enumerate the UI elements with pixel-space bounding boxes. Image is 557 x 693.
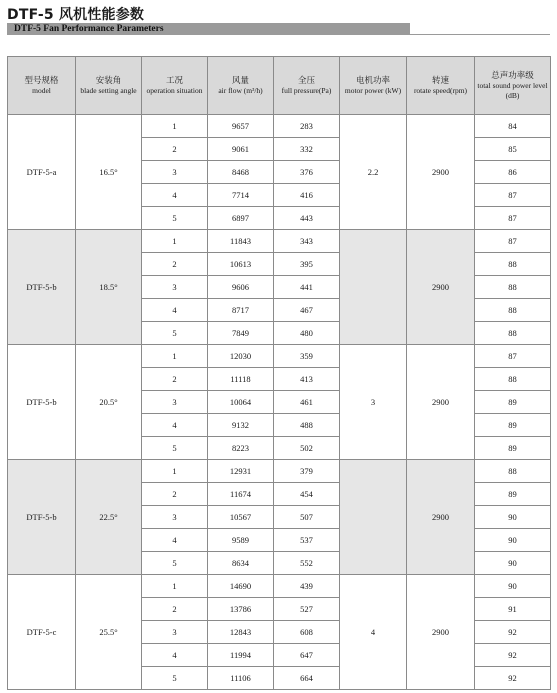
air-flow-cell: 13786	[208, 598, 274, 621]
air-flow-cell: 9606	[208, 276, 274, 299]
air-flow-cell: 8223	[208, 437, 274, 460]
page-title-cn: DTF-5 风机性能参数	[7, 7, 145, 23]
air-flow-cell: 8717	[208, 299, 274, 322]
operation-cell: 5	[142, 437, 208, 460]
sound-power-cell: 86	[475, 161, 551, 184]
air-flow-cell: 11674	[208, 483, 274, 506]
operation-cell: 1	[142, 345, 208, 368]
operation-cell: 2	[142, 598, 208, 621]
header-operation: 工况 operation situation	[142, 57, 208, 115]
air-flow-cell: 10567	[208, 506, 274, 529]
sound-power-cell: 89	[475, 483, 551, 506]
sound-power-cell: 92	[475, 644, 551, 667]
full-pressure-cell: 343	[274, 230, 340, 253]
sound-power-cell: 88	[475, 460, 551, 483]
operation-cell: 1	[142, 575, 208, 598]
full-pressure-cell: 647	[274, 644, 340, 667]
sound-power-cell: 87	[475, 345, 551, 368]
header-blade-angle: 安装角 blade setting angle	[76, 57, 142, 115]
air-flow-cell: 9061	[208, 138, 274, 161]
operation-cell: 1	[142, 115, 208, 138]
air-flow-cell: 11118	[208, 368, 274, 391]
model-cell: DTF-5-b	[8, 460, 76, 575]
table-body	[8, 115, 551, 690]
rotate-speed-cell: 2900	[407, 345, 475, 460]
operation-cell: 2	[142, 138, 208, 161]
blade-angle-cell: 16.5°	[76, 115, 142, 230]
sound-power-cell: 91	[475, 598, 551, 621]
full-pressure-cell: 502	[274, 437, 340, 460]
table-row	[8, 230, 551, 253]
header-row	[8, 57, 551, 115]
air-flow-cell: 12931	[208, 460, 274, 483]
full-pressure-cell: 332	[274, 138, 340, 161]
sound-power-cell: 88	[475, 322, 551, 345]
operation-cell: 3	[142, 391, 208, 414]
model-cell: DTF-5-c	[8, 575, 76, 690]
page-title-en: DTF-5 Fan Performance Parameters	[14, 24, 164, 34]
operation-cell: 3	[142, 621, 208, 644]
air-flow-cell: 10064	[208, 391, 274, 414]
operation-cell: 1	[142, 460, 208, 483]
sound-power-cell: 87	[475, 230, 551, 253]
table-row	[8, 345, 551, 368]
sound-power-cell: 90	[475, 529, 551, 552]
blade-angle-cell: 22.5°	[76, 460, 142, 575]
motor-power-cell: 3	[340, 345, 407, 460]
table-row	[8, 575, 551, 598]
model-cell: DTF-5-b	[8, 345, 76, 460]
full-pressure-cell: 664	[274, 667, 340, 690]
title-rule	[410, 34, 550, 35]
full-pressure-cell: 507	[274, 506, 340, 529]
operation-cell: 4	[142, 529, 208, 552]
rotate-speed-cell: 2900	[407, 230, 475, 345]
sound-power-cell: 90	[475, 575, 551, 598]
operation-cell: 3	[142, 506, 208, 529]
operation-cell: 4	[142, 414, 208, 437]
motor-power-cell	[340, 230, 407, 345]
header-model: 型号规格 model	[8, 57, 76, 115]
full-pressure-cell: 441	[274, 276, 340, 299]
blade-angle-cell: 20.5°	[76, 345, 142, 460]
motor-power-cell: 2.2	[340, 115, 407, 230]
sound-power-cell: 92	[475, 621, 551, 644]
air-flow-cell: 14690	[208, 575, 274, 598]
sound-power-cell: 92	[475, 667, 551, 690]
operation-cell: 5	[142, 207, 208, 230]
blade-angle-cell: 25.5°	[76, 575, 142, 690]
sound-power-cell: 85	[475, 138, 551, 161]
full-pressure-cell: 454	[274, 483, 340, 506]
sound-power-cell: 88	[475, 368, 551, 391]
full-pressure-cell: 359	[274, 345, 340, 368]
sound-power-cell: 89	[475, 414, 551, 437]
model-cell: DTF-5-a	[8, 115, 76, 230]
air-flow-cell: 12843	[208, 621, 274, 644]
sound-power-cell: 89	[475, 391, 551, 414]
sound-power-cell: 88	[475, 276, 551, 299]
air-flow-cell: 11843	[208, 230, 274, 253]
operation-cell: 4	[142, 644, 208, 667]
operation-cell: 3	[142, 276, 208, 299]
sound-power-cell: 88	[475, 253, 551, 276]
rotate-speed-cell: 2900	[407, 460, 475, 575]
motor-power-cell: 4	[340, 575, 407, 690]
full-pressure-cell: 416	[274, 184, 340, 207]
blade-angle-cell: 18.5°	[76, 230, 142, 345]
air-flow-cell: 6897	[208, 207, 274, 230]
table-row	[8, 460, 551, 483]
operation-cell: 3	[142, 161, 208, 184]
header-motor-power: 电机功率 motor power (kW)	[340, 57, 407, 115]
motor-power-cell	[340, 460, 407, 575]
operation-cell: 2	[142, 483, 208, 506]
full-pressure-cell: 413	[274, 368, 340, 391]
full-pressure-cell: 552	[274, 552, 340, 575]
air-flow-cell: 9589	[208, 529, 274, 552]
model-cell: DTF-5-b	[8, 230, 76, 345]
full-pressure-cell: 488	[274, 414, 340, 437]
air-flow-cell: 7849	[208, 322, 274, 345]
air-flow-cell: 9657	[208, 115, 274, 138]
full-pressure-cell: 439	[274, 575, 340, 598]
header-air-flow: 风量 air flow (m³/h)	[208, 57, 274, 115]
full-pressure-cell: 379	[274, 460, 340, 483]
full-pressure-cell: 283	[274, 115, 340, 138]
table-row	[8, 115, 551, 138]
full-pressure-cell: 395	[274, 253, 340, 276]
header-sound-power: 总声功率级 total sound power level (dB)	[475, 57, 551, 115]
sound-power-cell: 87	[475, 207, 551, 230]
sound-power-cell: 90	[475, 506, 551, 529]
operation-cell: 5	[142, 667, 208, 690]
sound-power-cell: 84	[475, 115, 551, 138]
sound-power-cell: 90	[475, 552, 551, 575]
full-pressure-cell: 376	[274, 161, 340, 184]
operation-cell: 5	[142, 552, 208, 575]
air-flow-cell: 8468	[208, 161, 274, 184]
full-pressure-cell: 480	[274, 322, 340, 345]
operation-cell: 4	[142, 299, 208, 322]
sound-power-cell: 87	[475, 184, 551, 207]
rotate-speed-cell: 2900	[407, 115, 475, 230]
operation-cell: 2	[142, 253, 208, 276]
operation-cell: 2	[142, 368, 208, 391]
operation-cell: 1	[142, 230, 208, 253]
air-flow-cell: 11994	[208, 644, 274, 667]
header-rotate-speed: 转速 rotate speed(rpm)	[407, 57, 475, 115]
sound-power-cell: 88	[475, 299, 551, 322]
performance-table	[7, 56, 551, 690]
full-pressure-cell: 537	[274, 529, 340, 552]
full-pressure-cell: 461	[274, 391, 340, 414]
full-pressure-cell: 608	[274, 621, 340, 644]
air-flow-cell: 9132	[208, 414, 274, 437]
air-flow-cell: 11106	[208, 667, 274, 690]
rotate-speed-cell: 2900	[407, 575, 475, 690]
operation-cell: 5	[142, 322, 208, 345]
air-flow-cell: 7714	[208, 184, 274, 207]
air-flow-cell: 10613	[208, 253, 274, 276]
air-flow-cell: 8634	[208, 552, 274, 575]
full-pressure-cell: 443	[274, 207, 340, 230]
sound-power-cell: 89	[475, 437, 551, 460]
full-pressure-cell: 467	[274, 299, 340, 322]
air-flow-cell: 12030	[208, 345, 274, 368]
operation-cell: 4	[142, 184, 208, 207]
header-full-pressure: 全压 full pressure(Pa)	[274, 57, 340, 115]
full-pressure-cell: 527	[274, 598, 340, 621]
